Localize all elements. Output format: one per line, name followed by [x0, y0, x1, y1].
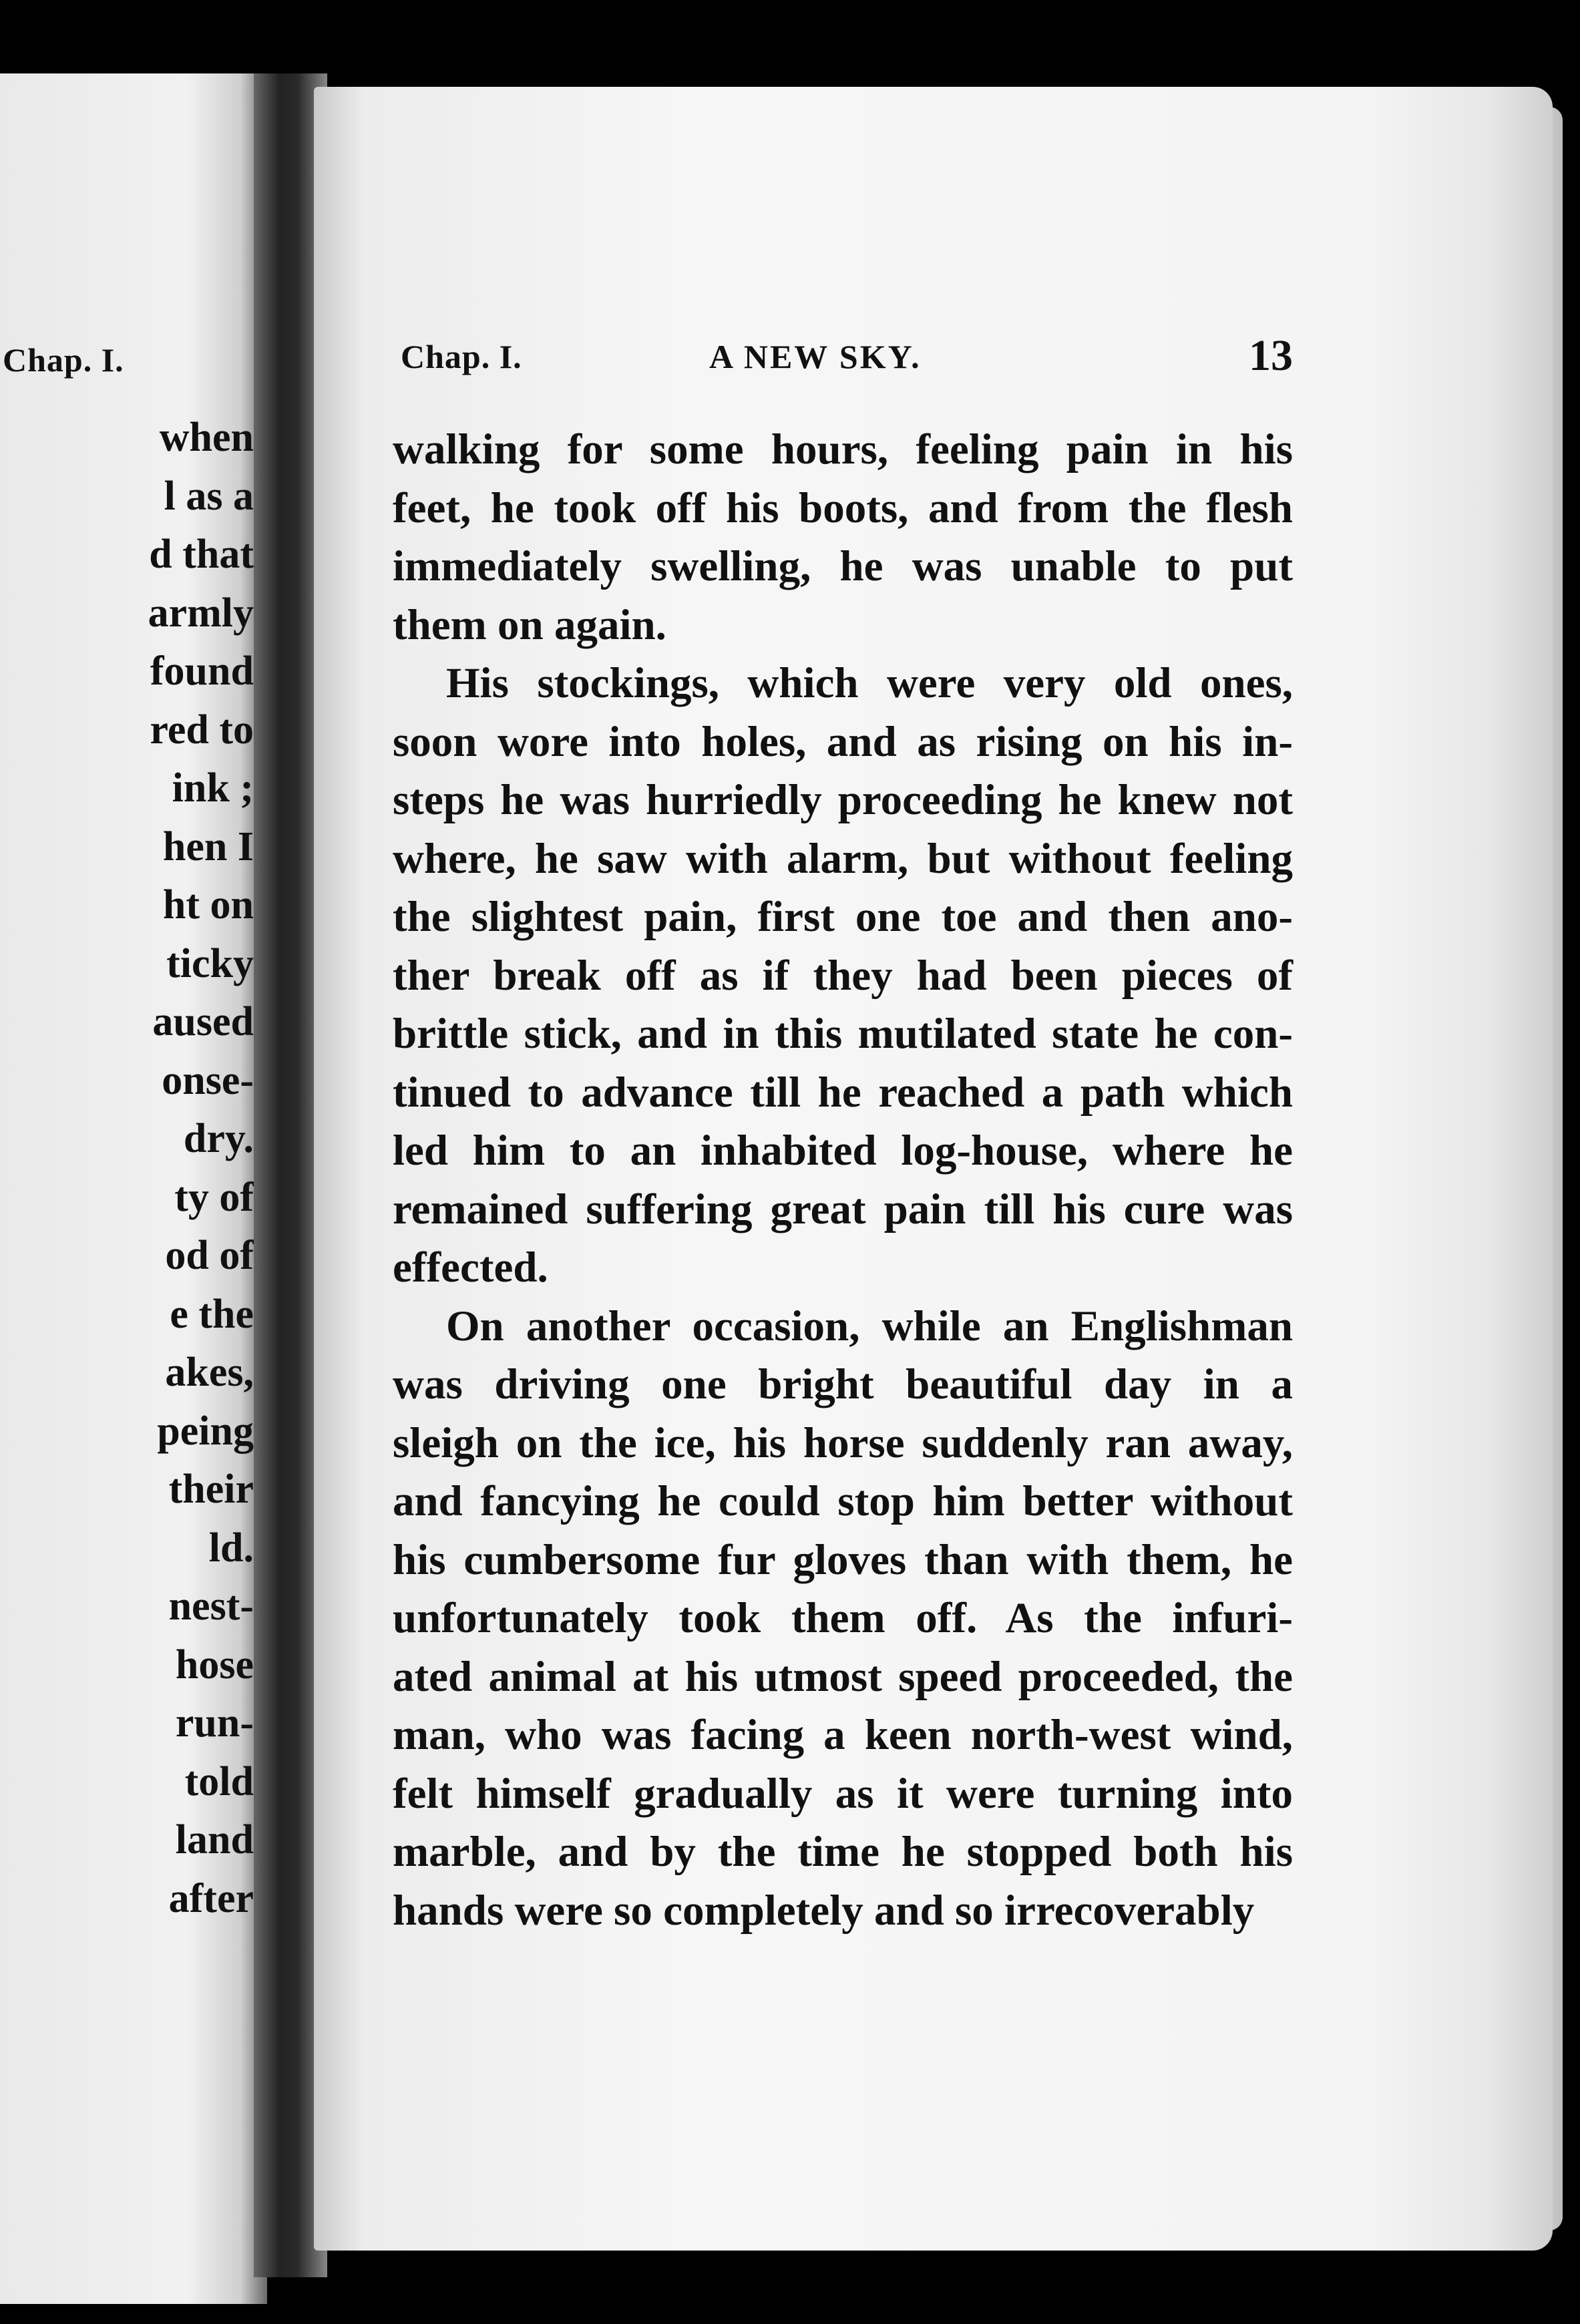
left-text-fragment: after — [168, 1875, 254, 1921]
page-number: 13 — [1249, 331, 1293, 380]
text-line: unfortunately took them off. As the infuri- — [393, 1594, 1293, 1642]
text-line: effected. — [393, 1243, 548, 1292]
text-line: them on again. — [393, 600, 666, 649]
text-line: where, he saw with alarm, but without feeling — [393, 834, 1293, 883]
left-text-fragment: l as a — [164, 473, 254, 519]
text-line: man, who was facing a keen north-west wind, — [393, 1711, 1293, 1759]
text-line: ther break off as if they had been pieces of — [393, 951, 1293, 1000]
page-body-text — [393, 421, 1293, 1940]
text-line: was driving one bright beautiful day in a — [393, 1360, 1293, 1408]
text-line: ated animal at his utmost speed proceeded, the — [393, 1652, 1293, 1701]
left-text-fragment: dry. — [183, 1116, 254, 1161]
left-text-fragment: land — [175, 1817, 254, 1863]
chapter-label: Chap. I. — [401, 338, 522, 375]
text-line: walking for some hours, feeling pain in his — [393, 425, 1293, 473]
left-text-fragment: their — [168, 1467, 254, 1512]
text-line: remained suffering great pain till his cure was — [393, 1185, 1293, 1233]
left-text-fragment: ink ; — [172, 765, 254, 811]
left-text-fragment: akes, — [165, 1350, 254, 1395]
previous-page — [0, 73, 267, 2304]
left-text-fragment: onse- — [162, 1057, 254, 1103]
left-text-fragment: found — [150, 648, 254, 694]
left-text-fragment: told — [184, 1758, 254, 1804]
left-text-fragment: ld. — [208, 1525, 254, 1571]
text-line: sleigh on the ice, his horse suddenly ran away, — [393, 1418, 1293, 1467]
text-line: feet, he took off his boots, and from the flesh — [393, 483, 1293, 532]
text-line: felt himself gradually as it were turning into — [393, 1769, 1293, 1818]
text-line: immediately swelling, he was unable to put — [393, 542, 1293, 590]
text-line: soon wore into holes, and as rising on his in- — [393, 717, 1293, 766]
left-text-fragment: when — [159, 415, 254, 460]
left-text-fragment: od of — [165, 1233, 254, 1278]
left-text-fragment: ticky — [166, 940, 254, 986]
left-text-fragment: nest- — [168, 1583, 254, 1629]
paragraph — [393, 421, 1293, 654]
paragraph — [393, 654, 1293, 1298]
text-line: hands were so completely and so irrecoverably — [393, 1886, 1255, 1935]
left-text-fragment: red to — [150, 707, 254, 753]
left-text-fragment: peing — [157, 1408, 254, 1454]
text-line: tinued to advance till he reached a path which — [393, 1068, 1293, 1117]
text-line: and fancying he could stop him better without — [393, 1477, 1293, 1525]
text-line: His stockings, which were very old ones, — [446, 659, 1293, 707]
text-line: On another occasion, while an Englishman — [446, 1302, 1293, 1350]
left-text-fragment: e the — [170, 1291, 254, 1337]
left-text-fragment: d that — [149, 532, 254, 577]
text-line: marble, and by the time he stopped both his — [393, 1828, 1293, 1876]
text-line: steps he was hurriedly proceeding he knew not — [393, 776, 1293, 824]
left-text-fragment: hose — [175, 1641, 254, 1688]
left-text-fragment: aused — [152, 999, 254, 1044]
left-text-fragment: hen I — [162, 823, 254, 869]
paragraph — [393, 1298, 1293, 1941]
running-title: A NEW SKY. — [709, 338, 922, 375]
left-text-fragment: armly — [148, 590, 254, 636]
left-text-fragment: run- — [175, 1700, 254, 1746]
text-line: his cumbersome fur gloves than with them, he — [393, 1535, 1293, 1584]
text-line: the slightest pain, first one toe and then ano- — [393, 893, 1293, 941]
text-line: led him to an inhabited log-house, where he — [393, 1127, 1293, 1175]
left-text-fragment: ty of — [174, 1174, 254, 1220]
left-text-fragment: ht on — [162, 882, 254, 928]
text-line: brittle stick, and in this mutilated state he con- — [393, 1010, 1293, 1058]
left-running-head: Chap. I. — [3, 341, 124, 379]
